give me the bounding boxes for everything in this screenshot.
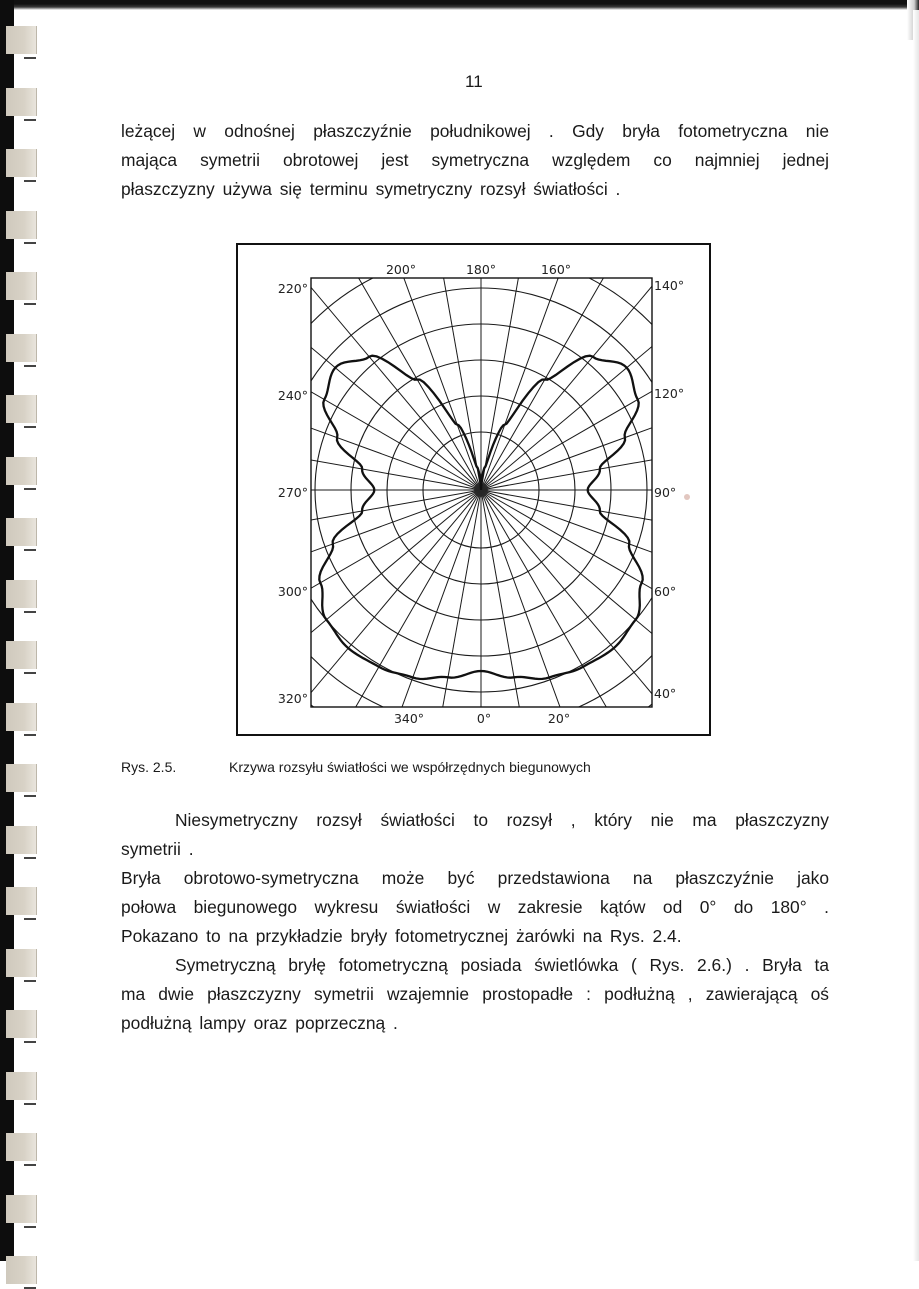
binding-ring xyxy=(6,764,37,792)
binding-ring xyxy=(6,1195,37,1223)
binding-ring xyxy=(6,949,37,977)
angle-label: 20° xyxy=(547,711,571,726)
text-line: Niesymetryczny rozsył światłości to rozsył , który nie ma płaszczyzny xyxy=(175,810,829,830)
text-line: mająca symetrii obrotowej jest symetryczna względem co najmniej jednej xyxy=(121,150,829,170)
caption-label: Rys. 2.5. xyxy=(121,759,177,775)
binding-ring xyxy=(6,518,37,546)
binding-ring xyxy=(6,1010,37,1038)
paragraph-asymmetric xyxy=(121,806,829,864)
paragraph-rotational xyxy=(121,864,829,951)
angle-label: 160° xyxy=(540,262,572,277)
binding-ring xyxy=(6,395,37,423)
binding-ring xyxy=(6,580,37,608)
binding-ring xyxy=(6,211,37,239)
binding-ring xyxy=(6,887,37,915)
text-line: Symetryczną bryłę fotometryczną posiada świetlówka ( Rys. 2.6.) . Bryła ta xyxy=(175,955,829,975)
text-line: Bryła obrotowo-symetryczna może być przedstawiona na płaszczyźnie jako xyxy=(121,868,829,888)
binding-ring xyxy=(6,641,37,669)
binding-ring xyxy=(6,26,37,54)
binding-ring xyxy=(6,272,37,300)
angle-label: 0° xyxy=(476,711,492,726)
polar-light-distribution-chart xyxy=(236,243,711,736)
text-line: podłużną lampy oraz poprzeczną . xyxy=(121,1013,398,1033)
binding-ring xyxy=(6,457,37,485)
text-line: symetrii . xyxy=(121,839,194,859)
angle-label: 40° xyxy=(654,686,677,701)
figure-caption xyxy=(121,759,591,775)
angle-label: 320° xyxy=(277,691,308,706)
angle-label: 200° xyxy=(385,262,417,277)
text-line: Pokazano to na przykładzie bryły fotometrycznej żarówki na Rys. 2.4. xyxy=(121,926,682,946)
binding-ring xyxy=(6,149,37,177)
text-line: połowa biegunowego wykresu światłości w zakresie kątów od 0° do 180° . xyxy=(121,897,829,917)
binding-ring xyxy=(6,1256,37,1284)
angle-label: 300° xyxy=(277,584,308,599)
angle-label: 140° xyxy=(654,278,685,293)
text-line: ma dwie płaszczyzny symetrii wzajemnie prostopadłe : podłużną , zawierającą oś xyxy=(121,984,829,1004)
scan-top-edge xyxy=(0,0,919,10)
angle-label: 60° xyxy=(654,584,677,599)
scan-right-edge xyxy=(913,10,919,1261)
binding-ring xyxy=(6,334,37,362)
angle-label: 340° xyxy=(393,711,425,726)
paragraph-fluorescent xyxy=(121,951,829,1038)
text-line: płaszczyzny używa się terminu symetryczny rozsył światłości . xyxy=(121,179,621,199)
angle-label: 120° xyxy=(654,386,685,401)
angle-label: 220° xyxy=(277,281,308,296)
scan-speck xyxy=(684,494,690,500)
binding-ring xyxy=(6,1133,37,1161)
binding-ring xyxy=(6,1072,37,1100)
angle-label: 240° xyxy=(277,388,308,403)
text-line: leżącej w odnośnej płaszczyźnie południkowej . Gdy bryła fotometryczna nie xyxy=(121,121,829,141)
binding-ring xyxy=(6,88,37,116)
binding-ring xyxy=(6,826,37,854)
caption-text: Krzywa rozsyłu światłości we współrzędnych biegunowych xyxy=(229,759,591,775)
angle-label: 180° xyxy=(465,262,497,277)
binding-ring xyxy=(6,703,37,731)
angle-label: 90° xyxy=(654,485,677,500)
paragraph-symmetric-intro xyxy=(121,117,829,204)
page-number: 11 xyxy=(465,72,483,91)
angle-label: 270° xyxy=(277,485,308,500)
